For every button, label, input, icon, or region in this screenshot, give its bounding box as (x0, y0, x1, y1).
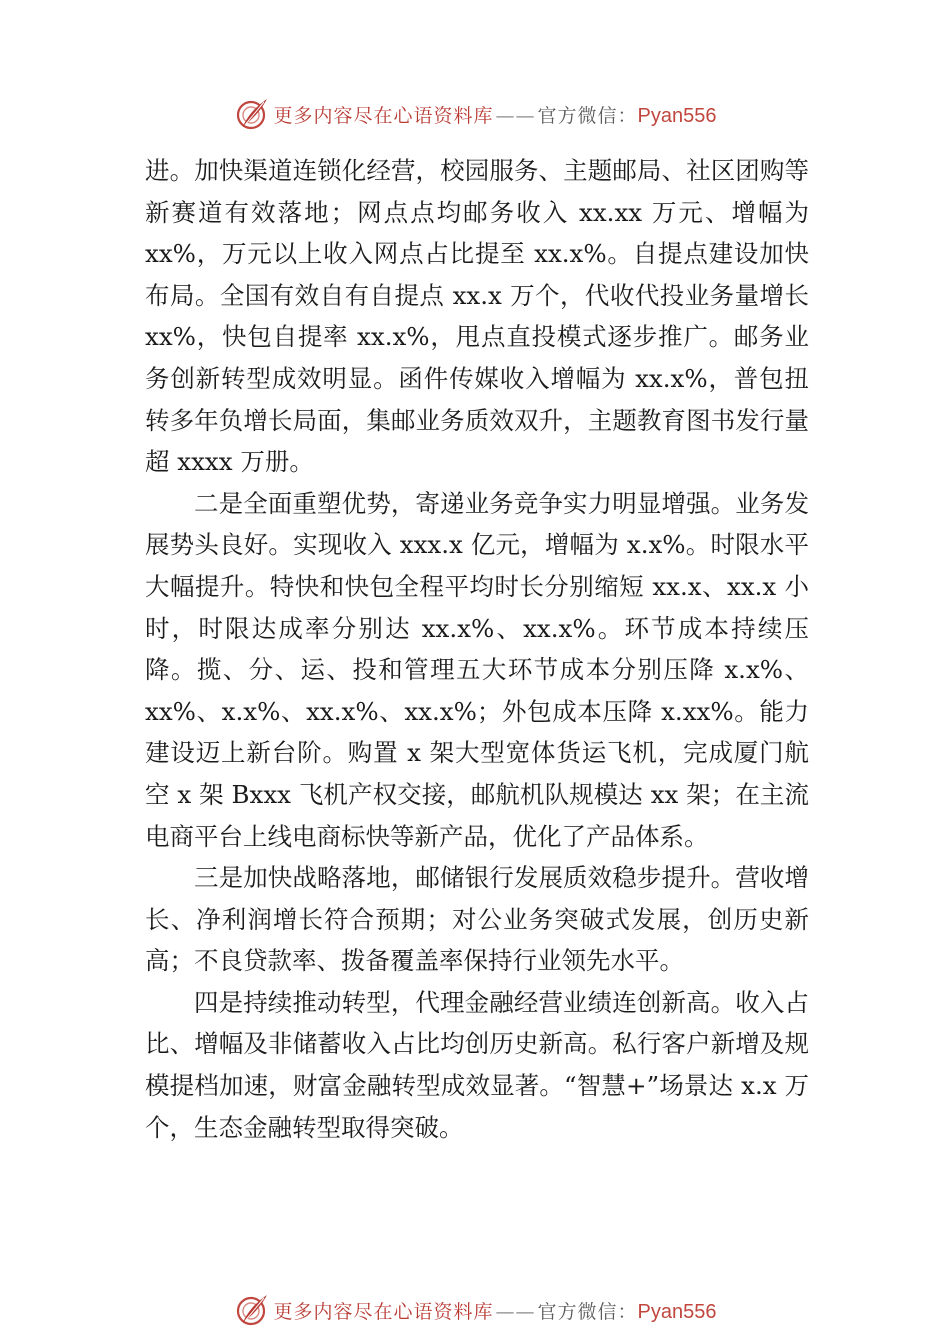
paragraph-continued: 进。加快渠道连锁化经营，校园服务、主题邮局、社区团购等新赛道有效落地；网点点均邮务收入 xx.xx 万元、增幅为 xx%，万元以上收入网点占比提至 xx.x%。自提点建设加快布局。全国有效自有自提点 xx.x 万个，代收代投业务量增长 xx%，快包自提率 xx.x%，甩点直投模式逐步推广。邮务业务创新转型成效明显。函件传媒收入增幅为 xx.x%，普包扭转多年负增长局面，集邮业务质效双升，主题教育图书发行量超 xxxx 万册。 (145, 156, 809, 477)
banner-wechat-id: Pyan556 (637, 1300, 717, 1323)
banner-wechat-id: Pyan556 (637, 104, 717, 127)
paragraph-bank: 三是加快战略落地，邮储银行发展质效稳步提升。营收增长、净利润增长符合预期；对公业务突破式发展，创历史新高；不良贷款率、拨备覆盖率保持行业领先水平。 (145, 863, 809, 976)
document-body (145, 150, 809, 1148)
paragraph-finance: 四是持续推动转型，代理金融经营业绩连创新高。收入占比、增幅及非储蓄收入占比均创历史新高。私行客户新增及规模提档加速，财富金融转型成效显著。“智慧+”场景达 x.x 万个，生态金融转型取得突破。 (145, 987, 809, 1142)
header-banner (0, 94, 950, 134)
banner-wechat-label: 官方微信： (537, 104, 638, 127)
banner-wechat-label: 官方微信： (537, 1300, 638, 1323)
banner-separator: —— (495, 104, 536, 127)
banner-slogan: 更多内容尽在心语资料库 (273, 104, 494, 127)
banner-slogan: 更多内容尽在心语资料库 (273, 1300, 494, 1323)
footer-banner (0, 1290, 950, 1330)
quill-logo-icon (234, 96, 270, 132)
paragraph-delivery: 二是全面重塑优势，寄递业务竞争实力明显增强。业务发展势头良好。实现收入 xxx.x 亿元，增幅为 x.x%。时限水平大幅提升。特快和快包全程平均时长分别缩短 xx.x、xx.x 小时，时限达成率分别达 xx.x%、xx.x%。环节成本持续压降。揽、分、运、投和管理五大环节成本分别压降 x.x%、xx%、x.x%、xx.x%、xx.x%；外包成本压降 x.xx%。能力建设迈上新台阶。购置 x 架大型宽体货运飞机，完成厦门航空 x 架 Bxxx 飞机产权交接，邮航机队规模达 xx 架；在主流电商平台上线电商标快等新产品，优化了产品体系。 (145, 488, 809, 851)
banner-separator: —— (495, 1300, 536, 1323)
quill-logo-icon (234, 1292, 270, 1328)
